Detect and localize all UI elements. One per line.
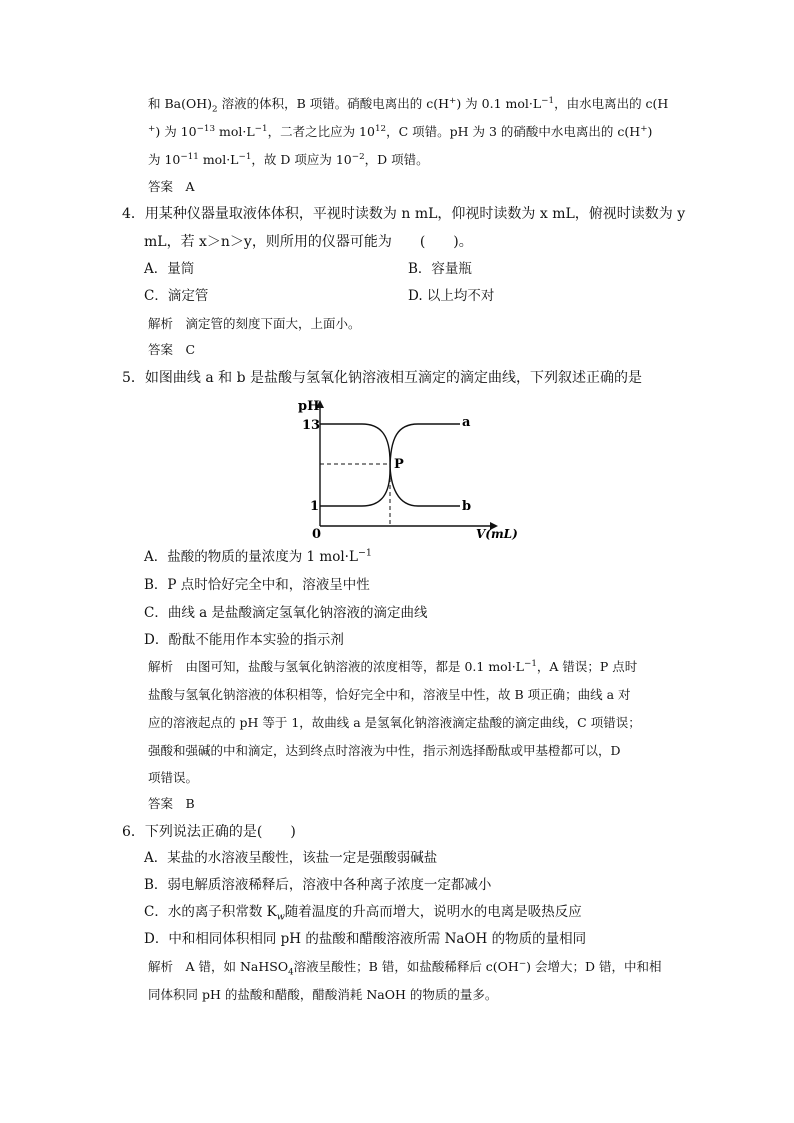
- q4-answer: 答案 C: [148, 342, 196, 357]
- q5-option-b: B．P 点时恰好完全中和，溶液呈中性: [144, 577, 370, 593]
- q3-answer: 答案 A: [148, 179, 195, 194]
- q5-analysis-line-4: 强酸和强碱的中和滴定，达到终点时溶液为中性，指示剂选择酚酞或甲基橙都可以，D: [148, 743, 621, 758]
- q6-analysis-line-1: 解析 A 错，如 NaHSO$_4$溶液呈酸性；B 错，如盐酸稀释后 c(OH−) 会增大；D 错，中和相: [148, 958, 662, 978]
- titration-curve-figure: [290, 392, 530, 542]
- q4-option-a: A．量筒: [144, 261, 195, 277]
- q5-option-d: D．酚酞不能用作本实验的指示剂: [144, 632, 344, 648]
- q6-stem: 6．下列说法正确的是( ): [122, 824, 296, 840]
- q6-option-a: A．某盐的水溶液呈酸性，该盐一定是强酸弱碱盐: [144, 850, 438, 866]
- tick-1: 1: [310, 499, 320, 514]
- q4-option-b: B．容量瓶: [408, 261, 472, 277]
- q6-option-d: D．中和相同体积相同 pH 的盐酸和醋酸溶液所需 NaOH 的物质的量相同: [144, 931, 587, 947]
- q4-option-d: D. 以上均不对: [408, 288, 495, 304]
- q5-analysis-line-3: 应的溶液起点的 pH 等于 1，故曲线 a 是氢氧化钠溶液滴定盐酸的滴定曲线，C 项错误；: [148, 715, 641, 730]
- q5-option-c: C．曲线 a 是盐酸滴定氢氧化钠溶液的滴定曲线: [144, 605, 428, 621]
- q5-analysis-line-5: 项错误。: [148, 770, 199, 785]
- q4-stem-line-1: 4．用某种仪器量取液体体积，平视时读数为 n mL，仰视时读数为 x mL，俯视时读数为 y: [122, 206, 686, 222]
- q3-explanation-line-2: +) 为 $10^{-13}$ $mol\cdot L^{-1}$，二者之比应为 $10^{12}$，C 项错。pH 为 3 的硝酸中水电离出的 c(H+): [148, 123, 653, 139]
- q5-stem: 5．如图曲线 a 和 b 是盐酸与氢氧化钠溶液相互滴定的滴定曲线，下列叙述正确的是: [122, 370, 643, 386]
- q6-option-b: B．弱电解质溶液稀释后，溶液中各种离子浓度一定都减小: [144, 877, 492, 893]
- q3-explanation-line-1: 和 $Ba(OH)_2$ 溶液的体积，B 项错。硝酸电离出的 c(H+) 为 0.1 $mol\cdot L^{-1}$，由水电离出的 c(H: [148, 95, 669, 115]
- q5-analysis-line-1: 解析 由图可知，盐酸与氢氧化钠溶液的浓度相等，都是 0.1 $mol\cdot L^{-1}$，A 错误；P 点时: [148, 658, 638, 674]
- q5-option-a: A．盐酸的物质的量浓度为 1 $mol\cdot L^{-1}$: [144, 547, 372, 565]
- tick-13: 13: [302, 418, 321, 433]
- q6-option-c: C．水的离子积常数 $K_w$随着温度的升高而增大，说明水的电离是吸热反应: [144, 904, 582, 923]
- q5-analysis-line-2: 盐酸与氢氧化钠溶液的体积相等，恰好完全中和，溶液呈中性，故 B 项正确；曲线 a 对: [148, 687, 631, 702]
- q4-stem-line-2: mL，若 x＞n＞y，则所用的仪器可能为 ( )。: [144, 234, 473, 250]
- q4-option-c: C．滴定管: [144, 288, 209, 304]
- q4-analysis: 解析 滴定管的刻度下面大，上面小。: [148, 316, 361, 331]
- point-p-label: P: [394, 457, 404, 472]
- q6-analysis-line-2: 同体积同 pH 的盐酸和醋酸，醋酸消耗 NaOH 的物质的量多。: [148, 987, 498, 1002]
- y-axis-label: pH: [298, 399, 320, 414]
- q5-answer: 答案 B: [148, 796, 195, 811]
- x-axis-label: V(mL): [476, 527, 518, 541]
- curve-b-label: b: [462, 499, 472, 514]
- q3-explanation-line-3: 为 $10^{-11}$ $mol\cdot L^{-1}$，故 D 项应为 $10^{-2}$，D 项错。: [148, 151, 429, 167]
- origin-label: 0: [312, 527, 322, 542]
- curve-a-label: a: [462, 415, 471, 430]
